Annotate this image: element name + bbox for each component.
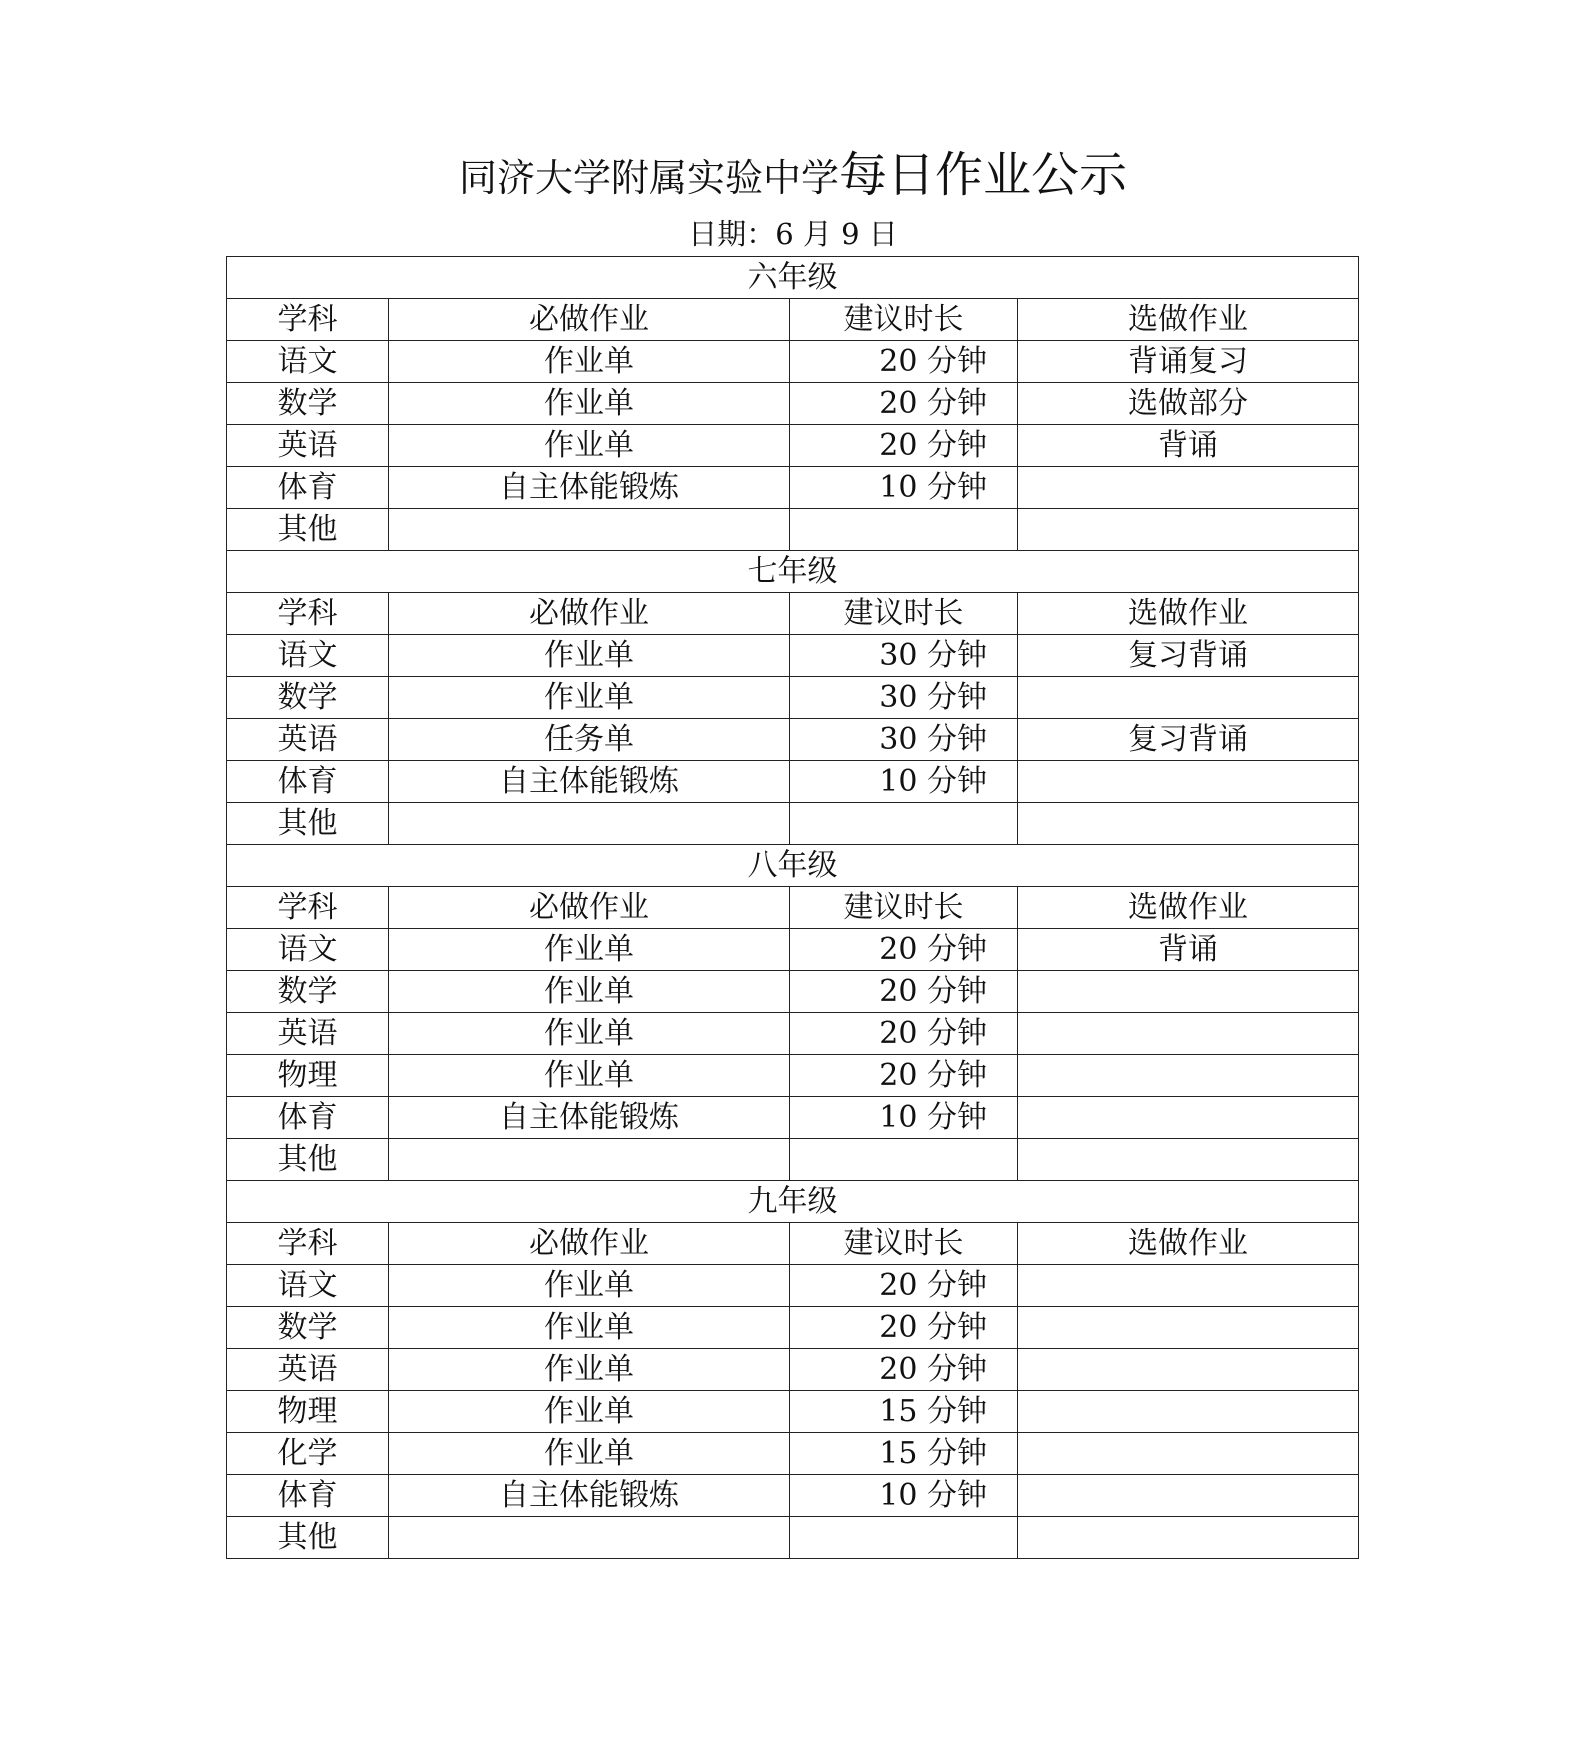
- suggested-duration-cell: 20 分钟: [790, 1307, 1018, 1349]
- required-homework-cell: [389, 509, 790, 551]
- subject-cell: 数学: [227, 1307, 389, 1349]
- optional-homework-cell: 选做部分: [1018, 383, 1359, 425]
- column-header-duration: 建议时长: [790, 299, 1018, 341]
- subject-cell: 体育: [227, 467, 389, 509]
- column-header-subject: 学科: [227, 1223, 389, 1265]
- table-row: [227, 467, 1359, 509]
- table-row: [227, 1433, 1359, 1475]
- suggested-duration-cell: [790, 509, 1018, 551]
- column-header-optional: 选做作业: [1018, 887, 1359, 929]
- title-suffix: 每日作业公示: [839, 147, 1128, 203]
- homework-table-body: [227, 257, 1359, 1559]
- optional-homework-cell: [1018, 1055, 1359, 1097]
- subject-cell: 体育: [227, 1475, 389, 1517]
- optional-homework-cell: 背诵: [1018, 929, 1359, 971]
- subject-cell: 英语: [227, 719, 389, 761]
- column-header-row: [227, 1223, 1359, 1265]
- subject-cell: 化学: [227, 1433, 389, 1475]
- optional-homework-cell: [1018, 1307, 1359, 1349]
- suggested-duration-cell: 20 分钟: [790, 1055, 1018, 1097]
- column-header-required: 必做作业: [389, 1223, 790, 1265]
- grade-header-row: [227, 845, 1359, 887]
- table-row: [227, 341, 1359, 383]
- column-header-required: 必做作业: [389, 887, 790, 929]
- optional-homework-cell: [1018, 1517, 1359, 1559]
- required-homework-cell: 作业单: [389, 1391, 790, 1433]
- optional-homework-cell: [1018, 1265, 1359, 1307]
- suggested-duration-cell: 20 分钟: [790, 1265, 1018, 1307]
- suggested-duration-cell: [790, 803, 1018, 845]
- optional-homework-cell: 背诵复习: [1018, 341, 1359, 383]
- grade-title: 六年级: [227, 257, 1359, 299]
- table-row: [227, 1475, 1359, 1517]
- table-row: [227, 1055, 1359, 1097]
- optional-homework-cell: [1018, 467, 1359, 509]
- required-homework-cell: 任务单: [389, 719, 790, 761]
- suggested-duration-cell: [790, 1517, 1018, 1559]
- column-header-row: [227, 593, 1359, 635]
- subject-cell: 语文: [227, 929, 389, 971]
- optional-homework-cell: [1018, 1433, 1359, 1475]
- table-row: [227, 1307, 1359, 1349]
- column-header-required: 必做作业: [389, 593, 790, 635]
- subject-cell: 体育: [227, 761, 389, 803]
- table-row: [227, 971, 1359, 1013]
- subject-cell: 英语: [227, 1349, 389, 1391]
- suggested-duration-cell: 30 分钟: [790, 635, 1018, 677]
- table-row: [227, 929, 1359, 971]
- table-row: [227, 509, 1359, 551]
- suggested-duration-cell: 10 分钟: [790, 467, 1018, 509]
- required-homework-cell: 作业单: [389, 635, 790, 677]
- column-header-optional: 选做作业: [1018, 1223, 1359, 1265]
- required-homework-cell: 作业单: [389, 383, 790, 425]
- table-row: [227, 383, 1359, 425]
- suggested-duration-cell: 20 分钟: [790, 1349, 1018, 1391]
- column-header-required: 必做作业: [389, 299, 790, 341]
- optional-homework-cell: [1018, 1139, 1359, 1181]
- required-homework-cell: 作业单: [389, 1013, 790, 1055]
- subject-cell: 物理: [227, 1391, 389, 1433]
- table-row: [227, 677, 1359, 719]
- optional-homework-cell: [1018, 803, 1359, 845]
- required-homework-cell: 作业单: [389, 1265, 790, 1307]
- suggested-duration-cell: 10 分钟: [790, 761, 1018, 803]
- grade-title: 九年级: [227, 1181, 1359, 1223]
- subject-cell: 数学: [227, 971, 389, 1013]
- subject-cell: 语文: [227, 1265, 389, 1307]
- required-homework-cell: 自主体能锻炼: [389, 1097, 790, 1139]
- suggested-duration-cell: 20 分钟: [790, 971, 1018, 1013]
- column-header-optional: 选做作业: [1018, 593, 1359, 635]
- required-homework-cell: 作业单: [389, 1055, 790, 1097]
- table-row: [227, 1097, 1359, 1139]
- table-row: [227, 1265, 1359, 1307]
- table-row: [227, 803, 1359, 845]
- table-row: [227, 1517, 1359, 1559]
- optional-homework-cell: 复习背诵: [1018, 719, 1359, 761]
- suggested-duration-cell: [790, 1139, 1018, 1181]
- required-homework-cell: 自主体能锻炼: [389, 467, 790, 509]
- table-row: [227, 1391, 1359, 1433]
- required-homework-cell: 作业单: [389, 971, 790, 1013]
- optional-homework-cell: [1018, 1349, 1359, 1391]
- optional-homework-cell: [1018, 761, 1359, 803]
- column-header-duration: 建议时长: [790, 887, 1018, 929]
- required-homework-cell: 自主体能锻炼: [389, 1475, 790, 1517]
- optional-homework-cell: [1018, 509, 1359, 551]
- subject-cell: 物理: [227, 1055, 389, 1097]
- suggested-duration-cell: 15 分钟: [790, 1433, 1018, 1475]
- table-row: [227, 761, 1359, 803]
- date-line: 日期：6 月 9 日: [688, 217, 898, 251]
- grade-header-row: [227, 1181, 1359, 1223]
- table-row: [227, 1349, 1359, 1391]
- table-row: [227, 1139, 1359, 1181]
- page-title: [0, 144, 1586, 206]
- optional-homework-cell: [1018, 1475, 1359, 1517]
- subject-cell: 英语: [227, 425, 389, 467]
- suggested-duration-cell: 20 分钟: [790, 929, 1018, 971]
- required-homework-cell: 作业单: [389, 341, 790, 383]
- column-header-row: [227, 887, 1359, 929]
- optional-homework-cell: 复习背诵: [1018, 635, 1359, 677]
- subject-cell: 数学: [227, 383, 389, 425]
- required-homework-cell: 作业单: [389, 425, 790, 467]
- suggested-duration-cell: 20 分钟: [790, 1013, 1018, 1055]
- suggested-duration-cell: 15 分钟: [790, 1391, 1018, 1433]
- subject-cell: 数学: [227, 677, 389, 719]
- required-homework-cell: 自主体能锻炼: [389, 761, 790, 803]
- optional-homework-cell: [1018, 677, 1359, 719]
- column-header-optional: 选做作业: [1018, 299, 1359, 341]
- suggested-duration-cell: 30 分钟: [790, 719, 1018, 761]
- table-row: [227, 1013, 1359, 1055]
- table-row: [227, 425, 1359, 467]
- required-homework-cell: 作业单: [389, 1433, 790, 1475]
- suggested-duration-cell: 20 分钟: [790, 425, 1018, 467]
- grade-title: 八年级: [227, 845, 1359, 887]
- subject-cell: 其他: [227, 803, 389, 845]
- column-header-subject: 学科: [227, 299, 389, 341]
- subject-cell: 语文: [227, 341, 389, 383]
- subject-cell: 其他: [227, 1517, 389, 1559]
- optional-homework-cell: 背诵: [1018, 425, 1359, 467]
- required-homework-cell: [389, 1517, 790, 1559]
- optional-homework-cell: [1018, 1391, 1359, 1433]
- suggested-duration-cell: 20 分钟: [790, 383, 1018, 425]
- suggested-duration-cell: 10 分钟: [790, 1097, 1018, 1139]
- required-homework-cell: 作业单: [389, 677, 790, 719]
- column-header-duration: 建议时长: [790, 593, 1018, 635]
- subject-cell: 其他: [227, 1139, 389, 1181]
- subject-cell: 其他: [227, 509, 389, 551]
- column-header-row: [227, 299, 1359, 341]
- title-school-name: 同济大学附属实验中学: [458, 156, 839, 200]
- suggested-duration-cell: 20 分钟: [790, 341, 1018, 383]
- required-homework-cell: 作业单: [389, 929, 790, 971]
- optional-homework-cell: [1018, 1013, 1359, 1055]
- required-homework-cell: 作业单: [389, 1349, 790, 1391]
- required-homework-cell: [389, 803, 790, 845]
- column-header-duration: 建议时长: [790, 1223, 1018, 1265]
- optional-homework-cell: [1018, 971, 1359, 1013]
- grade-header-row: [227, 551, 1359, 593]
- suggested-duration-cell: 30 分钟: [790, 677, 1018, 719]
- homework-table: [226, 256, 1359, 1559]
- column-header-subject: 学科: [227, 887, 389, 929]
- subject-cell: 体育: [227, 1097, 389, 1139]
- suggested-duration-cell: 10 分钟: [790, 1475, 1018, 1517]
- grade-header-row: [227, 257, 1359, 299]
- table-row: [227, 635, 1359, 677]
- required-homework-cell: [389, 1139, 790, 1181]
- column-header-subject: 学科: [227, 593, 389, 635]
- subject-cell: 语文: [227, 635, 389, 677]
- grade-title: 七年级: [227, 551, 1359, 593]
- optional-homework-cell: [1018, 1097, 1359, 1139]
- required-homework-cell: 作业单: [389, 1307, 790, 1349]
- table-row: [227, 719, 1359, 761]
- subject-cell: 英语: [227, 1013, 389, 1055]
